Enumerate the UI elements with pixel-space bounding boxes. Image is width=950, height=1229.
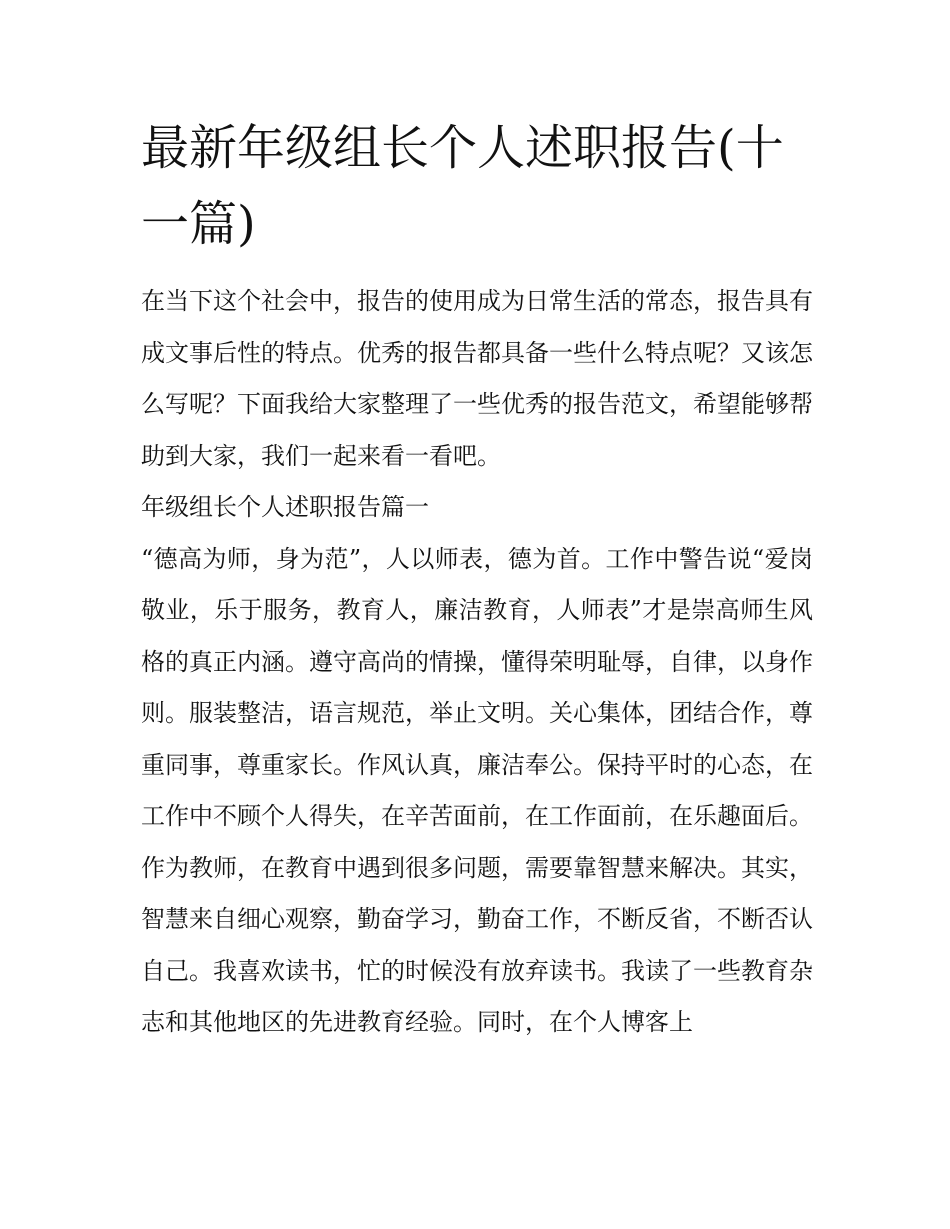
section-heading: 年级组长个人述职报告篇一 <box>141 493 429 521</box>
document-body <box>141 276 813 1049</box>
body-paragraph: “德高为师，身为范”，人以师表，德为首。工作中警告说“爱岗敬业，乐于服务，教育人，廉洁教育，人师表”才是崇高师生风格的真正内涵。遵守高尚的情操，懂得荣明耻辱，自律，以身作则。服装整洁，语言规范，举止文明。关心集体，团结合作，尊重同事，尊重家长。作风认真，廉洁奉公。保持平时的心态，在工作中不顾个人得失，在辛苦面前，在工作面前，在乐趣面后。 <box>141 544 813 830</box>
document-title: 最新年级组长个人述职报告(十一篇) <box>141 120 784 252</box>
body-paragraph: 作为教师，在教育中遇到很多问题，需要靠智慧来解决。其实，智慧来自细心观察，勤奋学习，勤奋工作，不断反省，不断否认自己。我喜欢读书，忙的时候没有放弃读书。我读了一些教育杂志和其他地区的先进教育经验。同时，在个人博客上 <box>141 853 813 1036</box>
intro-paragraph: 在当下这个社会中，报告的使用成为日常生活的常态，报告具有成文事后性的特点。优秀的报告都具备一些什么特点呢？又该怎么写呢？下面我给大家整理了一些优秀的报告范文，希望能够帮助到大家，我们一起来看一看吧。 <box>141 287 813 470</box>
